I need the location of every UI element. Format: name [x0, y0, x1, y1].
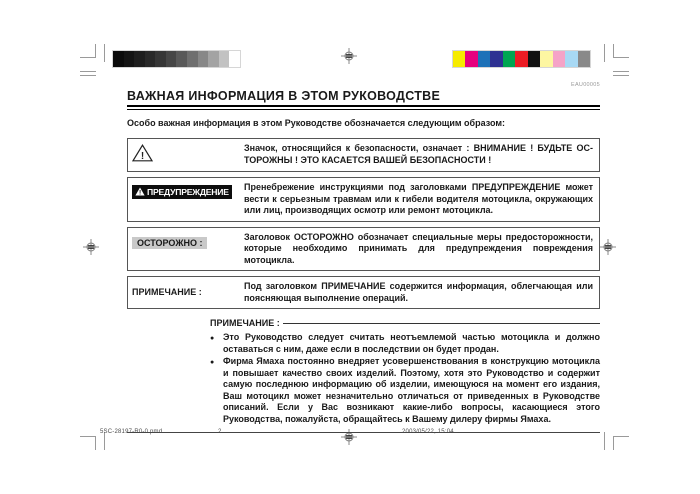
bullet-icon: ●	[210, 359, 215, 366]
note-bullet-text: Фирма Ямаха постоянно внедряет усовершенствования в конструкцию мотоцикла и повышает качество своих изделий. Поэтому, хотя это Руководство и содержит самую последнюю информацию об изделии, имеющуюся на момент его издания, Ваш мотоцикл может незначительно отличаться от приведенных в Руководстве описаний. Если у Вас возникают какие-либо вопросы, касающиеся этого Руководства, пожалуйста, обращайтесь к Вашему дилеру фирмы Ямаха.	[223, 356, 600, 424]
grayscale-calibration-bar	[112, 50, 241, 68]
notice-text: Значок, относящийся к безопасности, означает : ВНИМАНИЕ ! БУДЬТЕ ОСТОРОЖНЫ ! ЭТО КАСАЕТСЯ ВАШЕЙ БЕЗОПАСНОСТИ !	[244, 143, 593, 165]
notice-text: Пренебрежение инструкциями под заголовками ПРЕДУПРЕЖДЕНИЕ может вести к серьезным травмам или к гибели водителя мотоцикла, окружающих или лиц, производящих осмотр или ремонт мотоцикла.	[244, 182, 593, 215]
caution-label: ОСТОРОЖНО :	[132, 237, 207, 249]
notice-text: Заголовок ОСТОРОЖНО обозначает специальные меры предосторожности, которые необходимо принимать для предупреждения повреждения мотоцикла.	[244, 231, 593, 265]
calibration-cell	[176, 51, 187, 67]
calibration-cell	[565, 51, 577, 67]
registration-mark-icon	[341, 48, 357, 64]
calibration-cell	[145, 51, 156, 67]
page-title: ВАЖНАЯ ИНФОРМАЦИЯ В ЭТОМ РУКОВОДСТВЕ	[127, 89, 441, 103]
calibration-cell	[229, 51, 240, 67]
note-bullet	[210, 332, 600, 355]
calibration-cell	[155, 51, 166, 67]
page-content	[127, 82, 600, 433]
warning-triangle-icon	[132, 144, 153, 162]
calibration-cell	[198, 51, 209, 67]
notice-text: Под заголовком ПРИМЕЧАНИЕ содержится информация, облегчающая или поясняющая выполнение операций.	[244, 281, 593, 303]
footer-page-number: 2	[218, 429, 222, 435]
note-section	[210, 318, 600, 425]
note-section-heading: ПРИМЕЧАНИЕ :	[210, 318, 280, 328]
calibration-cell	[478, 51, 490, 67]
color-calibration-bar	[452, 50, 591, 68]
warning-triangle-filled-icon	[135, 187, 145, 196]
warning-label-text: ПРЕДУПРЕЖДЕНИЕ	[147, 186, 229, 197]
notice-row-caution	[127, 227, 600, 272]
footer-datetime: 2003/05/22, 15:04	[402, 429, 454, 435]
note-label: ПРИМЕЧАНИЕ :	[132, 287, 202, 297]
calibration-cell	[113, 51, 124, 67]
calibration-cell	[453, 51, 465, 67]
notice-table	[127, 138, 600, 309]
note-heading-rule	[283, 323, 600, 324]
notice-row-note	[127, 276, 600, 309]
registration-mark-icon	[83, 239, 99, 255]
calibration-cell	[134, 51, 145, 67]
calibration-cell	[515, 51, 527, 67]
title-divider	[127, 105, 600, 110]
calibration-cell	[166, 51, 177, 67]
svg-text:!: !	[140, 151, 145, 162]
registration-mark-icon	[600, 239, 616, 255]
notice-row-warning	[127, 177, 600, 222]
calibration-cell	[553, 51, 565, 67]
bottom-divider	[127, 432, 600, 433]
calibration-cell	[578, 51, 590, 67]
calibration-cell	[528, 51, 540, 67]
calibration-cell	[540, 51, 552, 67]
notice-row-safety-symbol	[127, 138, 600, 172]
calibration-cell	[219, 51, 230, 67]
section-code: EAU00005	[570, 82, 600, 88]
note-bullet	[210, 356, 600, 425]
calibration-cell	[124, 51, 135, 67]
calibration-cell	[187, 51, 198, 67]
footer-filename: 5SC-28197-R0-0.pmd	[100, 429, 163, 435]
intro-text: Особо важная информация в этом Руководстве обозначается следующим образом:	[127, 118, 505, 128]
calibration-cell	[503, 51, 515, 67]
calibration-cell	[208, 51, 219, 67]
bullet-icon: ●	[210, 335, 215, 342]
svg-text:!: !	[139, 189, 141, 196]
note-bullet-text: Это Руководство следует считать неотъемлемой частью мотоцикла и должно оставаться с ним, даже если в последствии он будет продан.	[223, 332, 600, 354]
warning-label-box	[132, 185, 232, 199]
calibration-cell	[490, 51, 502, 67]
calibration-cell	[465, 51, 477, 67]
